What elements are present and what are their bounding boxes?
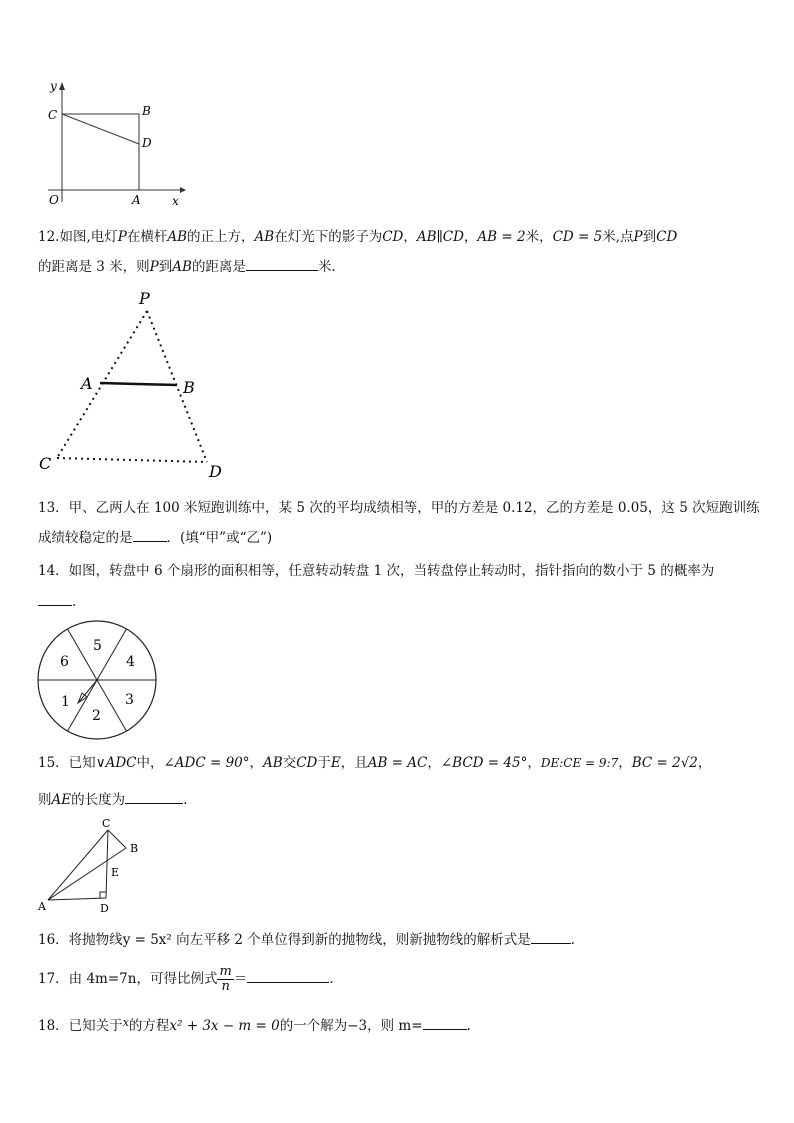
answer-blank-13[interactable] bbox=[133, 527, 167, 542]
question-15-line-2: 则AE的长度为 . bbox=[38, 789, 187, 811]
ray-PD bbox=[147, 311, 207, 462]
sector-1: 1 bbox=[61, 694, 70, 710]
label-C: C bbox=[39, 454, 52, 473]
label-B: B bbox=[142, 104, 151, 118]
label-P: P bbox=[139, 289, 150, 308]
figure-q11-coordinate-square bbox=[40, 78, 190, 213]
label-D: D bbox=[142, 136, 152, 150]
question-14-line-2: . bbox=[38, 591, 76, 613]
question-14-line-1: 14．如图，转盘中 6 个扇形的面积相等，任意转动转盘 1 次，当转盘停止转动时，指针指向的数小于 5 的概率为 bbox=[38, 563, 715, 579]
label-B: B bbox=[183, 378, 195, 397]
question-16: 16．将抛物线y = 5x² 向左平移 2 个单位得到新的抛物线，则新抛物线的解析式是 ． bbox=[38, 929, 584, 951]
fraction-m-over-n: $\frac{m}{n}$ bbox=[219, 964, 232, 994]
segment-AC bbox=[48, 830, 108, 900]
label-D: D bbox=[209, 462, 222, 481]
question-12-line-2: 的距离是 3 米，则P到AB的距离是 米. bbox=[38, 256, 336, 278]
answer-blank-15[interactable] bbox=[125, 789, 183, 804]
segment-CB bbox=[108, 830, 126, 848]
answer-blank-16[interactable] bbox=[531, 929, 571, 944]
label-O: O bbox=[49, 193, 59, 207]
question-12-line-1: 12.如图,电灯P在横杆AB的正上方，AB在灯光下的影子为CD，AB∥CD，AB = 2米，CD = 5米,点P到CD bbox=[38, 229, 678, 245]
label-C: C bbox=[102, 817, 111, 830]
y-axis-arrow-icon bbox=[59, 82, 65, 90]
figure-q12-lamp-shadow bbox=[35, 285, 235, 485]
label-y: y bbox=[50, 79, 57, 93]
question-15-line-1: 15．已知∨ADC中，∠ADC = 90°，AB交CD于E，且AB = AC，∠BCD = 45°，DE:CE = 9:7，BC = 2√2， bbox=[38, 755, 712, 771]
segment-CD bbox=[62, 114, 139, 144]
segment-CD bbox=[106, 830, 108, 898]
answer-blank-12[interactable] bbox=[246, 256, 318, 271]
sector-4: 4 bbox=[126, 654, 135, 670]
label-B: B bbox=[130, 842, 139, 855]
answer-blank-18[interactable] bbox=[423, 1015, 467, 1030]
label-C: C bbox=[48, 108, 58, 122]
pointer-icon bbox=[78, 680, 97, 703]
answer-blank-14[interactable] bbox=[38, 591, 72, 606]
label-A: A bbox=[38, 900, 46, 913]
question-13-line-1: 13．甲、乙两人在 100 米短跑训练中，某 5 次的平均成绩相等，甲的方差是 0.12，乙的方差是 0.05，这 5 次短跑训练 bbox=[38, 500, 760, 516]
sector-3: 3 bbox=[125, 692, 134, 708]
question-17: 17．由 4m=7n，可得比例式 $\frac{m}{n}$ ＝ . bbox=[38, 964, 334, 994]
label-A: A bbox=[81, 374, 93, 393]
bar-AB bbox=[100, 383, 177, 385]
label-E: E bbox=[111, 866, 120, 879]
sector-6: 6 bbox=[60, 654, 69, 670]
label-x: x bbox=[172, 194, 179, 208]
shadow-CD bbox=[57, 458, 207, 462]
x-axis-arrow-icon bbox=[180, 187, 186, 193]
figure-q14-spinner bbox=[36, 620, 160, 744]
segment-AD bbox=[48, 898, 106, 900]
sector-5: 5 bbox=[93, 638, 102, 654]
answer-blank-17[interactable] bbox=[247, 968, 329, 983]
label-A: A bbox=[132, 193, 141, 207]
question-13-line-2: 成绩较稳定的是 ．(填“甲”或“乙”) bbox=[38, 527, 272, 549]
label-D: D bbox=[100, 902, 109, 915]
right-angle-mark-icon bbox=[100, 892, 106, 898]
sector-2: 2 bbox=[92, 708, 101, 724]
figure-q15-triangle bbox=[36, 816, 156, 916]
square-OABC bbox=[62, 114, 139, 190]
question-18: 18．已知关于$^x$的方程x² + 3x − m = 0的一个解为−3，则 m= . bbox=[38, 1016, 471, 1034]
